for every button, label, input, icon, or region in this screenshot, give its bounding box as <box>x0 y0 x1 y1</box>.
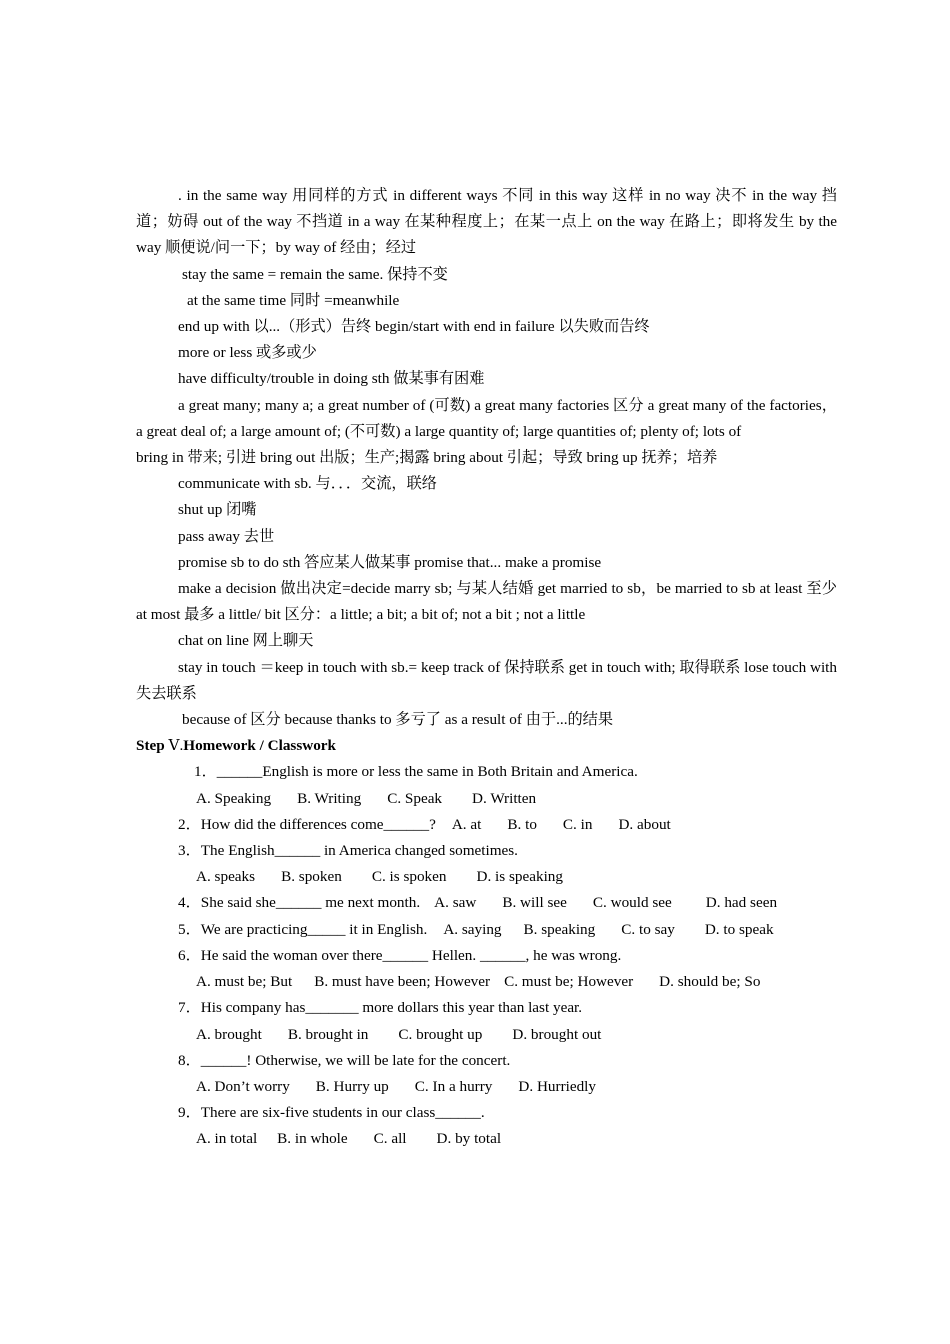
question-stem: The English______ in America changed sometimes. <box>200 842 518 860</box>
decision-paragraph: make a decision 做出决定=decide marry sb; 与某人结婚 get married to sb，be married to sb at least 至少 at most 最多 a little/ bit 区分：a little; a bit; a bit of; not a bit ; not a little <box>136 580 837 624</box>
answer-option: A. Speaking <box>196 789 272 807</box>
answer-option: B. in whole <box>277 1130 348 1148</box>
answer-option: C. must be; However <box>504 973 634 991</box>
question-options <box>136 1022 837 1048</box>
answer-option: A. must be; But <box>196 973 293 991</box>
question-number: 7． <box>178 999 201 1017</box>
question-2 <box>136 812 837 838</box>
question-4 <box>136 890 837 916</box>
answer-option: D. to speak <box>704 920 774 938</box>
answer-option: B. will see <box>502 894 567 912</box>
answer-option: B. spoken <box>281 868 342 886</box>
shut-up-phrase: shut up 闭嘴 <box>178 501 257 519</box>
promise-phrase: promise sb to do sth 答应某人做某事 promise that... make a promise <box>178 553 602 571</box>
question-list <box>136 759 837 1152</box>
question-stem: He said the woman over there______ Hellen. ______, he was wrong. <box>200 946 622 964</box>
bring-phrase: bring in 带来; 引进 bring out 出版；生产;揭露 bring about 引起；导致 bring up 抚养；培养 <box>136 449 718 467</box>
answer-option: C. brought up <box>398 1025 483 1043</box>
question-number: 5． <box>178 920 201 938</box>
answer-option: A. Don’t worry <box>196 1077 290 1095</box>
more-or-less-phrase: more or less 或多或少 <box>178 344 317 362</box>
answer-option: C. all <box>373 1130 407 1148</box>
answer-option: C. to say <box>621 920 675 938</box>
answer-option: A. in total <box>196 1130 258 1148</box>
chat-phrase: chat on line 网上聊天 <box>178 632 314 650</box>
question-stem: She said she______ me next month. <box>200 894 421 912</box>
question-stem: We are practicing_____ it in English. <box>200 920 428 938</box>
answer-option: B. to <box>507 815 537 833</box>
answer-option: B. brought in <box>287 1025 369 1043</box>
because-phrase: because of 区分 because thanks to 多亏了 as a result of 由于...的结果 <box>182 711 614 729</box>
answer-option: C. In a hurry <box>414 1077 493 1095</box>
question-stem: ______English is more or less the same in Both Britain and America. <box>216 763 638 781</box>
answer-option: B. must have been; However <box>314 973 491 991</box>
answer-option: C. would see <box>592 894 672 912</box>
answer-option: A. saw <box>434 894 477 912</box>
answer-option: A. at <box>451 815 482 833</box>
question-options <box>136 1074 837 1100</box>
question-options <box>436 816 671 833</box>
answer-option: D. is speaking <box>476 868 563 886</box>
same-time-phrase: at the same time 同时 =meanwhile <box>187 291 400 309</box>
question-number: 4． <box>178 894 201 912</box>
question-options <box>427 921 773 938</box>
question-1 <box>136 759 837 785</box>
question-options <box>136 786 837 812</box>
question-number: 3． <box>178 842 201 860</box>
answer-option: A. speaks <box>196 868 256 886</box>
question-stem: ______! Otherwise, we will be late for the concert. <box>200 1051 511 1069</box>
answer-option: D. by total <box>436 1130 502 1148</box>
section-numeral: Ⅴ. <box>168 737 184 755</box>
question-8 <box>136 1048 837 1074</box>
question-3 <box>136 838 837 864</box>
question-number: 2． <box>178 815 201 833</box>
great-many-paragraph: a great many; many a; a great number of (可数) a great many factories 区分 a great many of the factories，a great deal of; a large amount of; (不可数) a large quantity of; large quantities of; plenty of; lots of <box>136 396 837 440</box>
answer-option: C. Speak <box>387 789 443 807</box>
question-6 <box>136 943 837 969</box>
answer-option: D. Hurriedly <box>518 1077 596 1095</box>
communicate-phrase: communicate with sb. 与．．．交流，联络 <box>178 475 437 493</box>
question-stem: There are six-five students in our class______. <box>200 1104 485 1122</box>
pass-away-phrase: pass away 去世 <box>178 527 275 545</box>
section-step: Step <box>136 737 165 755</box>
way-phrases-paragraph: . in the same way 用同样的方式 in different ways 不同 in this way 这样 in no way 决不 in the way 挡道；妨碍 out of the way 不挡道 in a way 在某种程度上；在某一点上 on the way 在路上；即将发生 by the way 顺便说/问一下；by way of 经由；经过 <box>136 187 837 257</box>
answer-option: B. speaking <box>523 920 596 938</box>
question-number: 1． <box>194 763 217 781</box>
question-stem: His company has_______ more dollars this year than last year. <box>200 999 583 1017</box>
question-options <box>136 969 837 995</box>
answer-option: C. in <box>562 815 593 833</box>
section-title: Homework / Classwork <box>183 737 336 755</box>
question-options <box>420 894 777 911</box>
question-options <box>136 1126 837 1152</box>
answer-option: A. saying <box>443 920 502 938</box>
answer-option: A. brought <box>196 1025 262 1043</box>
question-5 <box>136 917 837 943</box>
answer-option: C. is spoken <box>371 868 447 886</box>
question-options <box>136 864 837 890</box>
touch-paragraph: stay in touch ＝keep in touch with sb.= keep track of 保持联系 get in touch with; 取得联系 lose touch with 失去联系 <box>136 658 837 702</box>
question-9 <box>136 1100 837 1126</box>
question-stem: How did the differences come______? <box>200 815 436 833</box>
stay-same-phrase: stay the same = remain the same. 保持不变 <box>182 265 448 283</box>
answer-option: B. Hurry up <box>315 1077 389 1095</box>
question-number: 6． <box>178 946 201 964</box>
answer-option: D. had seen <box>705 894 778 912</box>
answer-option: D. about <box>618 815 671 833</box>
question-number: 8． <box>178 1051 201 1069</box>
difficulty-phrase: have difficulty/trouble in doing sth 做某事有困难 <box>178 370 485 388</box>
question-number: 9． <box>178 1104 201 1122</box>
answer-option: D. brought out <box>512 1025 602 1043</box>
document-page <box>136 183 837 1153</box>
answer-option: B. Writing <box>297 789 362 807</box>
answer-option: D. should be; So <box>659 973 761 991</box>
end-up-phrase: end up with 以...（形式）告终 begin/start with end in failure 以失败而告终 <box>178 318 650 336</box>
question-7 <box>136 995 837 1021</box>
answer-option: D. Written <box>472 789 537 807</box>
section-heading <box>136 733 837 759</box>
